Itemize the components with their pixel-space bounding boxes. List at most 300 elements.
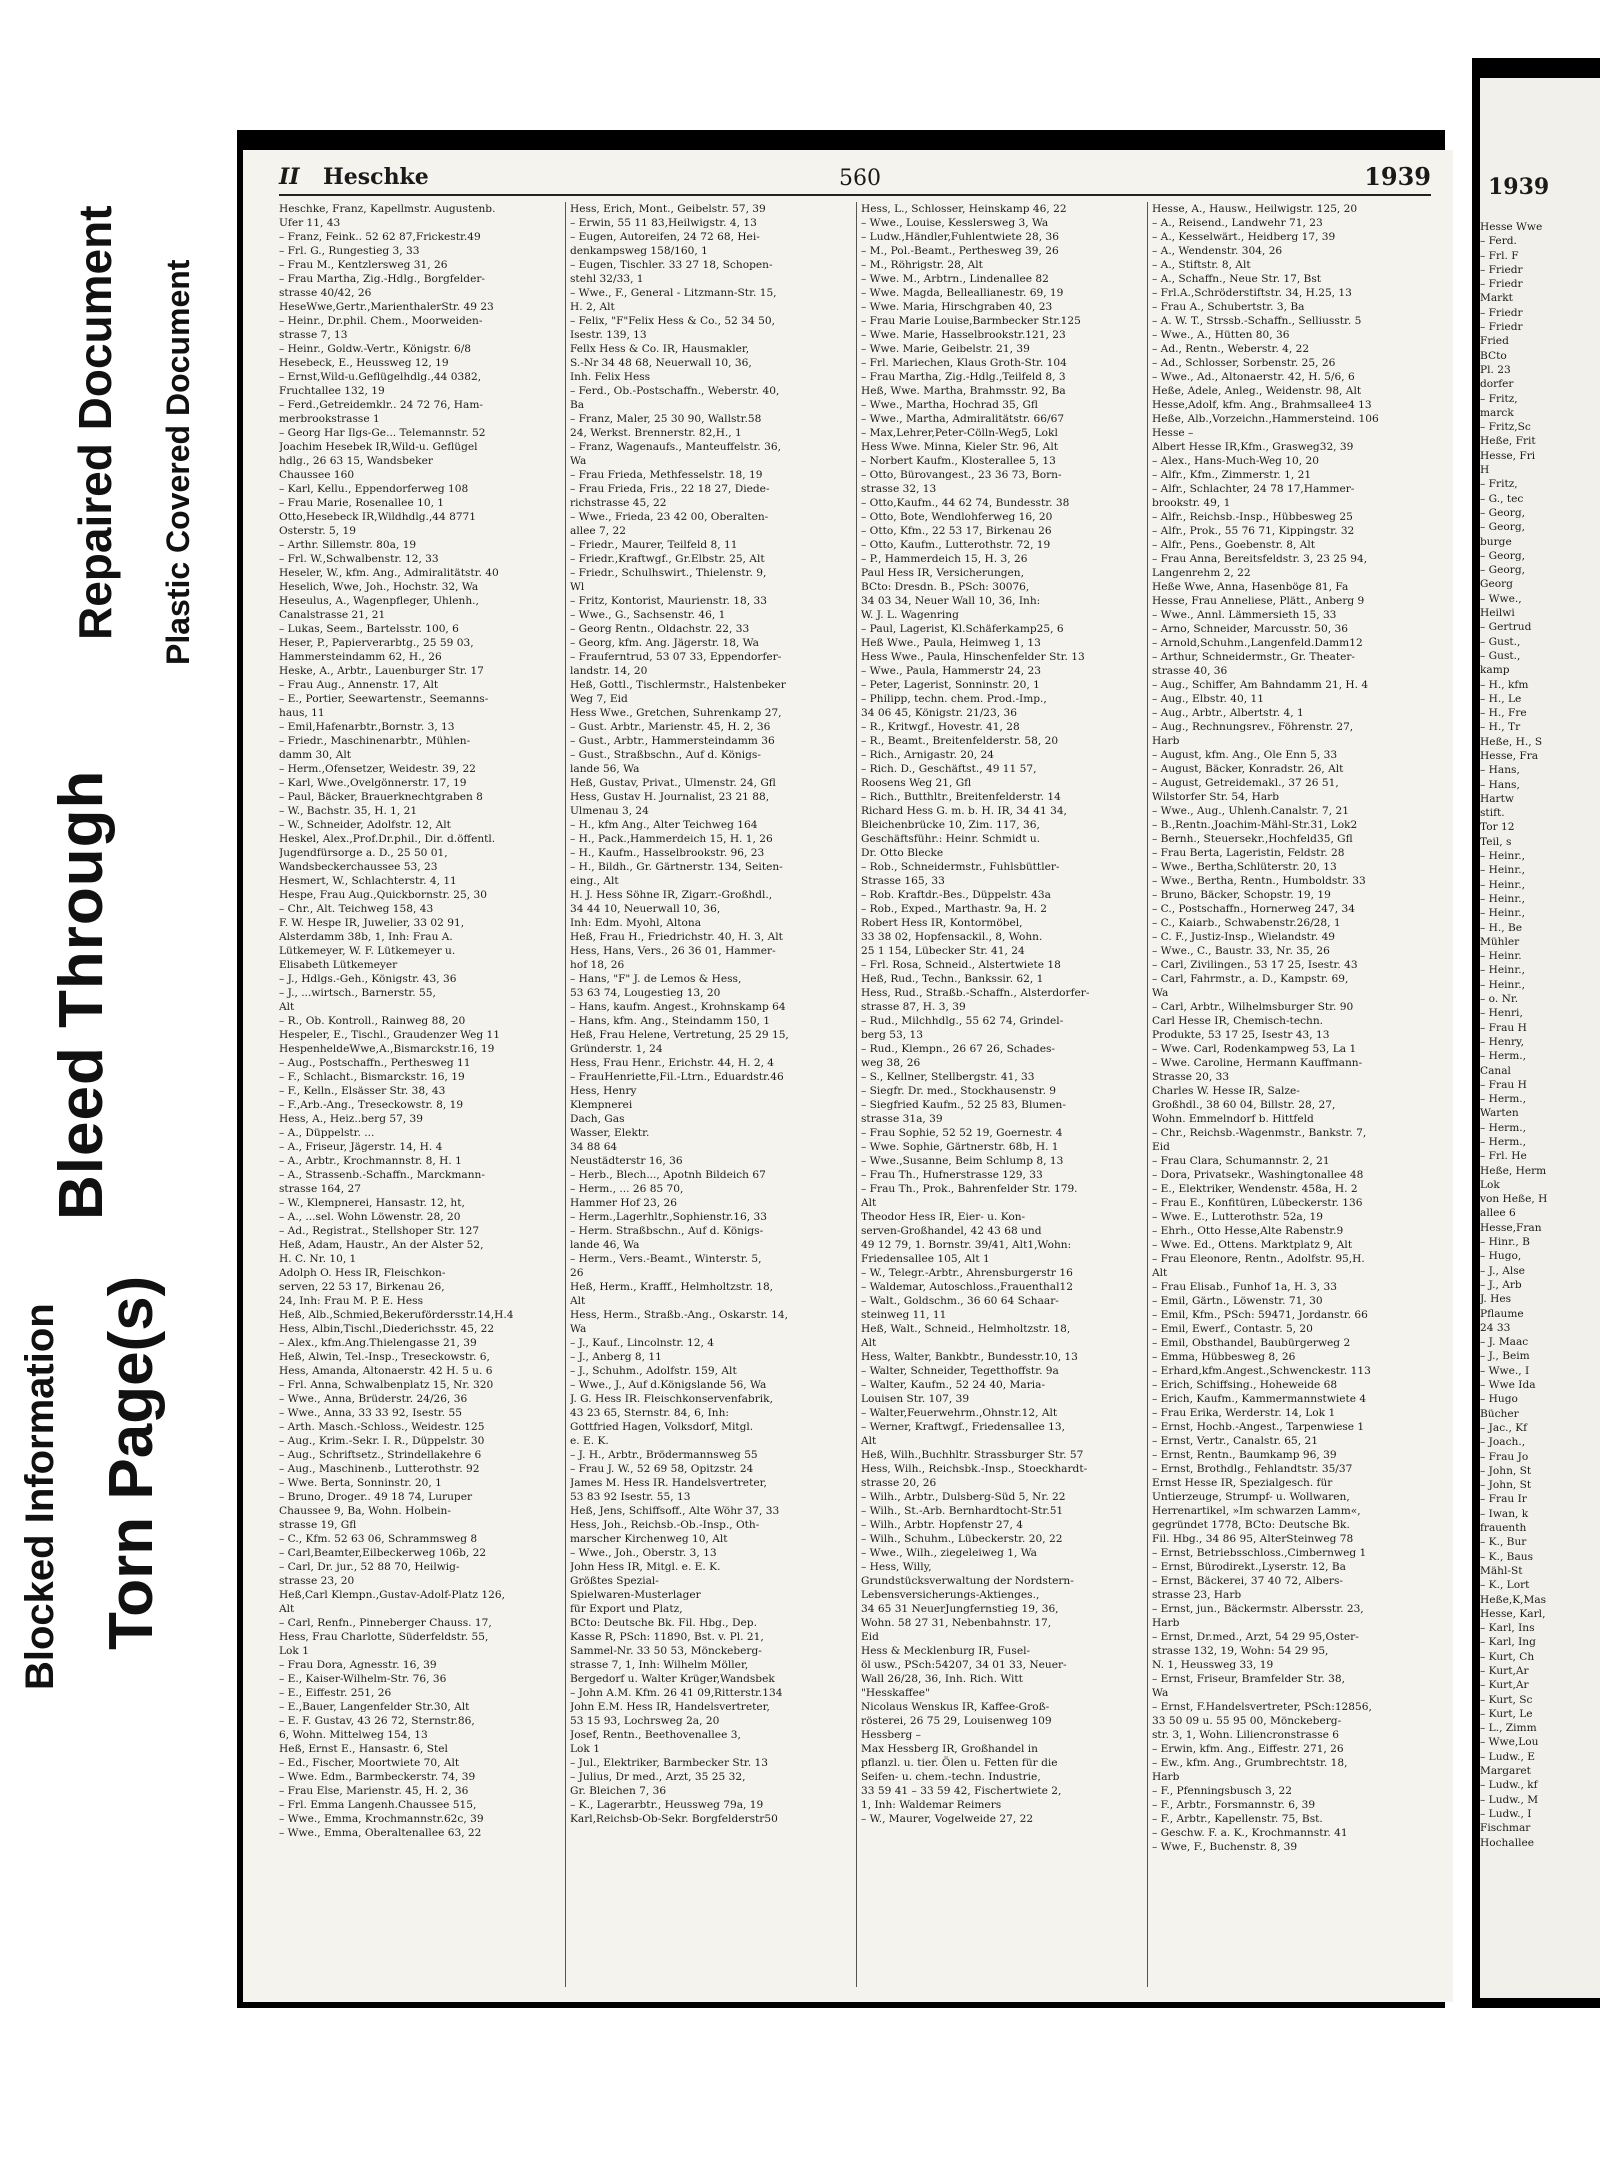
directory-entry: – Wwe., F., General - Litzmann-Str. 15, xyxy=(570,287,777,299)
directory-entry: – Ad., Rentn., Weberstr. 4, 22 xyxy=(1152,343,1310,355)
directory-entry: – John A.M. Kfm. 26 41 09,Ritterstr.134 xyxy=(570,1687,783,1699)
directory-entry: – Bruno, Droger.. 49 18 74, Luruper xyxy=(279,1491,473,1503)
directory-entry: – Eugen, Autoreifen, 24 72 68, Hei- xyxy=(570,231,760,243)
directory-entry: – S., Kellner, Stellbergstr. 41, 33 xyxy=(861,1071,1035,1083)
directory-entry: 43 23 65, Sternstr. 84, 6, Inh: xyxy=(570,1407,729,1419)
directory-entry: – Ferd.,Getreidemklr.. 24 72 76, Ham- xyxy=(279,399,483,411)
directory-entry: – Wwe., Bertha, Rentn., Humboldstr. 33 xyxy=(1152,875,1366,887)
directory-entry: – Wilh., Arbtr., Dulsberg-Süd 5, Nr. 22 xyxy=(861,1491,1066,1503)
directory-entry: – Frau Martha, Zig.-Hdlg.,Teilfeld 8, 3 xyxy=(861,371,1066,383)
directory-entry: – Frau Frieda, Methfesselstr. 18, 19 xyxy=(570,469,763,481)
directory-entry: Wandsbeckerchaussee 53, 23 xyxy=(279,861,438,873)
directory-entry: – R., Ob. Kontroll., Rainweg 88, 20 xyxy=(279,1015,466,1027)
directory-entry: – Aug., Schriftsetz., Strindellakehre 6 xyxy=(279,1449,482,1461)
next-page-line: Fried xyxy=(1480,335,1509,348)
next-page-line: allee 6 xyxy=(1480,1207,1516,1220)
entry-columns xyxy=(279,202,1431,1987)
directory-entry: Heske, A., Arbtr., Lauenburger Str. 17 xyxy=(279,665,484,677)
directory-entry: – Frau Erika, Werderstr. 14, Lok 1 xyxy=(1152,1407,1336,1419)
directory-entry: lande 56, Wa xyxy=(570,763,640,775)
next-page-line: – Frau Ir xyxy=(1480,1493,1527,1506)
next-page-line: – Fritz, xyxy=(1480,392,1518,405)
directory-entry: Wa xyxy=(570,455,587,467)
directory-entry: – Ew., kfm. Ang., Grumbrechtstr. 18, xyxy=(1152,1757,1348,1769)
directory-entry: Heß, Ernst E., Hansastr. 6, Stel xyxy=(279,1743,448,1755)
directory-entry: – Alfr., Kfm., Zimmerstr. 1, 21 xyxy=(1152,469,1312,481)
directory-entry: Richard Hess G. m. b. H. IR, 34 41 34, xyxy=(861,805,1067,817)
next-page-line: – Frl. He xyxy=(1480,1150,1527,1163)
directory-entry: Spielwaren-Musterlager xyxy=(570,1589,701,1601)
next-page-line: J. Hes xyxy=(1480,1293,1512,1306)
condition-labels xyxy=(0,0,240,2177)
directory-entry: – Rich., Arnigastr. 20, 24 xyxy=(861,749,994,761)
directory-entry: – Waldemar, Autoschloss.,Frauenthal12 xyxy=(861,1281,1073,1293)
directory-entry: – Arno, Schneider, Marcusstr. 50, 36 xyxy=(1152,623,1348,635)
directory-entry: gegründet 1778, BCto: Deutsche Bk. xyxy=(1152,1519,1350,1531)
directory-entry: – Wilh., St.-Arb. Bernhardtocht-Str.51 xyxy=(861,1505,1064,1517)
directory-entry: Wa xyxy=(1152,987,1169,999)
directory-entry: Hess, Albin,Tischl.,Diederichsstr. 45, 22 xyxy=(279,1323,495,1335)
directory-entry: 25 1 154, Lübecker Str. 41, 24 xyxy=(861,945,1025,957)
directory-entry: – Herm. Straßbschn., Auf d. Königs- xyxy=(570,1225,764,1237)
directory-entry: – Siegfr. Dr. med., Stockhausenstr. 9 xyxy=(861,1085,1057,1097)
directory-entry: – Philipp, techn. chem. Prod.-Imp., xyxy=(861,693,1047,705)
directory-entry: Inh. Felix Hess xyxy=(570,371,651,383)
directory-entry: Heß, Adam, Haustr., An der Alster 52, xyxy=(279,1239,484,1251)
directory-entry: Canalstrasse 21, 21 xyxy=(279,609,386,621)
directory-entry: – W., Bachstr. 35, H. 1, 21 xyxy=(279,805,418,817)
directory-entry: strasse 164, 27 xyxy=(279,1183,362,1195)
directory-entry: – Geschw. F. a. K., Krochmannstr. 41 xyxy=(1152,1827,1348,1839)
directory-entry: 6, Wohn. Mittelweg 154, 13 xyxy=(279,1729,428,1741)
directory-entry: Elisabeth Lütkemeyer xyxy=(279,959,398,971)
next-page-line: – J., Arb xyxy=(1480,1278,1522,1291)
directory-entry: – A., Arbtr., Krochmannstr. 8, H. 1 xyxy=(279,1155,462,1167)
directory-entry: – Wwe., Anna, 33 33 92, Isestr. 55 xyxy=(279,1407,462,1419)
directory-entry: – Ehrh., Otto Hesse,Alte Rabenstr.9 xyxy=(1152,1225,1344,1237)
next-page-line: – Heinr., xyxy=(1480,864,1526,877)
directory-entry: – Arthur, Schneidermstr., Gr. Theater- xyxy=(1152,651,1356,663)
directory-entry: Chaussee 160 xyxy=(279,469,355,481)
directory-entry: Eid xyxy=(1152,1141,1170,1153)
directory-entry: – Franz, Feink.. 52 62 87,Frickestr.49 xyxy=(279,231,481,243)
directory-entry: – M., Pol.-Beamt., Perthesweg 39, 26 xyxy=(861,245,1059,257)
directory-entry: Geschäftsführ.: Heinr. Schmidt u. xyxy=(861,833,1041,845)
directory-entry: 24, Inh: Frau M. P. E. Hess xyxy=(279,1295,424,1307)
directory-entry: – Emil, Obsthandel, Baubürgerweg 2 xyxy=(1152,1337,1351,1349)
directory-entry: – Otto, Bote, Wendlohferweg 16, 20 xyxy=(861,511,1053,523)
directory-entry: Hammer Hof 23, 26 xyxy=(570,1197,677,1209)
directory-entry: – Alfr., Prok., 55 76 71, Kippingstr. 32 xyxy=(1152,525,1355,537)
directory-entry: – Ernst, Vertr., Canalstr. 65, 21 xyxy=(1152,1435,1318,1447)
directory-entry: – A., Schaffn., Neue Str. 17, Bst xyxy=(1152,273,1322,285)
directory-entry: – Wwe., Martha, Hochrad 35, Gfl xyxy=(861,399,1038,411)
directory-entry: H. 2, Alt xyxy=(570,301,615,313)
directory-entry: – Herb., Blech..., Apotnh Bildeich 67 xyxy=(570,1169,766,1181)
directory-entry: – H., Pack.,Hammerdeich 15, H. 1, 26 xyxy=(570,833,773,845)
next-page-line: Hesse, Fri xyxy=(1480,449,1536,462)
directory-entry: – Aug., Elbstr. 40, 11 xyxy=(1152,693,1264,705)
directory-entry: Hess, Frau Henr., Erichstr. 44, H. 2, 4 xyxy=(570,1057,775,1069)
next-page-line: von Heße, H xyxy=(1480,1193,1548,1206)
directory-entry: – C. F., Justiz-Insp., Wielandstr. 49 xyxy=(1152,931,1336,943)
directory-entry: – Chr., Reichsb.-Wagenmstr., Bankstr. 7, xyxy=(1152,1127,1367,1139)
directory-entry: – Emil, Kfm., PSch: 59471, Jordanstr. 66 xyxy=(1152,1309,1368,1321)
directory-entry: – Ed., Fischer, Moortwiete 70, Alt xyxy=(279,1757,460,1769)
directory-entry: – A., Strassenb.-Schaffn., Marckmann- xyxy=(279,1169,485,1181)
directory-entry: Heße Wwe, Anna, Hasenböge 81, Fa xyxy=(1152,581,1349,593)
next-page-line: – Heinr., xyxy=(1480,907,1526,920)
directory-entry: – Aug., Schiffer, Am Bahndamm 21, H. 4 xyxy=(1152,679,1369,691)
directory-entry: – Wwe., Emma, Krochmannstr.62c, 39 xyxy=(279,1813,484,1825)
next-page-line: – Hugo xyxy=(1480,1393,1518,1406)
directory-entry: strasse 40, 36 xyxy=(1152,665,1228,677)
directory-entry: lande 46, Wa xyxy=(570,1239,640,1251)
directory-entry: – Frau Marie, Rosenallee 10, 1 xyxy=(279,497,445,509)
directory-entry: landstr. 14, 20 xyxy=(570,665,648,677)
directory-entry: Joachim Hesebek IR,Wild-u. Geflügel xyxy=(279,441,478,453)
directory-entry: – Frl. W.,Schwalbenstr. 12, 33 xyxy=(279,553,439,565)
directory-entry: – Frau Elisab., Funhof 1a, H. 3, 33 xyxy=(1152,1281,1337,1293)
directory-entry: – J. H., Arbtr., Brödermannsweg 55 xyxy=(570,1449,758,1461)
directory-entry: – A., Kesselwärt., Heidberg 17, 39 xyxy=(1152,231,1336,243)
directory-entry: – Frau Martha, Zig.-Hdlg., Borgfelder- xyxy=(279,273,485,285)
directory-entry: – Frl. Rosa, Schneid., Alstertwiete 18 xyxy=(861,959,1061,971)
next-page-line: – Gust., xyxy=(1480,649,1521,662)
next-page-line: – H., kfm xyxy=(1480,678,1529,691)
directory-entry: – Ernst, Hochb.-Angest., Tarpenwiese 1 xyxy=(1152,1421,1365,1433)
directory-entry: – Herm.,Ofensetzer, Weidestr. 39, 22 xyxy=(279,763,476,775)
directory-entry: – Heinr., Goldw.-Vertr., Königstr. 6/8 xyxy=(279,343,472,355)
directory-entry: S.-Nr 34 48 68, Neuerwall 10, 36, xyxy=(570,357,752,369)
directory-entry: – August, kfm. Ang., Ole Enn 5, 33 xyxy=(1152,749,1338,761)
next-page-line: Teil, s xyxy=(1480,835,1512,848)
next-page-line: – Heinr., xyxy=(1480,850,1526,863)
column-divider xyxy=(1147,202,1148,1987)
directory-entry: – Wwe. Carl, Rodenkampweg 53, La 1 xyxy=(1152,1043,1357,1055)
next-page-line: Tor 12 xyxy=(1480,821,1515,834)
next-page-line: Georg xyxy=(1480,578,1513,591)
directory-entry: – Emil,Hafenarbtr.,Bornstr. 3, 13 xyxy=(279,721,455,733)
directory-entry: Lok 1 xyxy=(279,1645,309,1657)
directory-entry: Alsterdamm 38b, 1, Inh: Frau A. xyxy=(279,931,453,943)
directory-entry: Alt xyxy=(279,1603,295,1615)
next-page-line: Hochallee xyxy=(1480,1836,1535,1849)
next-page-line: – Hans, xyxy=(1480,778,1520,791)
next-page-line: – Fritz, xyxy=(1480,478,1518,491)
directory-entry: Hess, Amanda, Altonaerstr. 42 H. 5 u. 6 xyxy=(279,1365,493,1377)
directory-entry: weg 38, 26 xyxy=(861,1057,921,1069)
next-page-line: – J., Alse xyxy=(1480,1264,1525,1277)
directory-entry: H. C. Nr. 10, 1 xyxy=(279,1253,357,1265)
directory-entry: Wasser, Elektr. xyxy=(570,1127,650,1139)
next-page-line: – Henry, xyxy=(1480,1035,1525,1048)
directory-entry: – Hess, Willy, xyxy=(861,1561,932,1573)
next-page-line: stift. xyxy=(1480,807,1505,820)
page-header xyxy=(279,160,1431,194)
directory-entry: Wa xyxy=(1152,1687,1169,1699)
directory-entry: strasse 19, Gfl xyxy=(279,1519,357,1531)
next-page-line: frauenth xyxy=(1480,1522,1527,1535)
directory-entry: Hess Wwe., Paula, Hinschenfelder Str. 13 xyxy=(861,651,1085,663)
directory-entry: – Friedr., Schulhswirt., Thielenstr. 9, xyxy=(570,567,767,579)
directory-entry: – Aug., Arbtr., Albertstr. 4, 1 xyxy=(1152,707,1304,719)
directory-entry: Hespeler, E., Tischl., Graudenzer Weg 11 xyxy=(279,1029,501,1041)
directory-entry: – Wilh., Arbtr. Hopfenstr 27, 4 xyxy=(861,1519,1023,1531)
directory-entry: – H., kfm Ang., Alter Teichweg 164 xyxy=(570,819,758,831)
next-page-line: – Heinr., xyxy=(1480,892,1526,905)
directory-entry: – Max,Lehrer,Peter-Cölln-Weg5, Lokl xyxy=(861,427,1058,439)
torn-pages-label: Torn Page(s) xyxy=(97,1275,166,1650)
directory-entry: str. 3, 1, Wohn. Liliencronstrasse 6 xyxy=(1152,1729,1340,1741)
directory-entry: Paul Hess IR, Versicherungen, xyxy=(861,567,1025,579)
directory-entry: pflanzl. u. tier. Ölen u. Fetten für die xyxy=(861,1757,1058,1769)
directory-entry: Heß, Wwe. Martha, Brahmsstr. 92, Ba xyxy=(861,385,1066,397)
next-page-line: – J., Beim xyxy=(1480,1350,1530,1363)
directory-entry: strasse 7, 13 xyxy=(279,329,348,341)
directory-entry: rösterei, 26 75 29, Louisenweg 109 xyxy=(861,1715,1052,1727)
directory-entry: – Wwe., Aug., Uhlenh.Canalstr. 7, 21 xyxy=(1152,805,1350,817)
directory-entry: – J., Hdlgs.-Geh., Königstr. 43, 36 xyxy=(279,973,457,985)
directory-entry: – Siegfried Kaufm., 52 25 83, Blumen- xyxy=(861,1099,1066,1111)
directory-entry: Heß, Rud., Techn., Bankssir. 62, 1 xyxy=(861,973,1044,985)
directory-entry: Hess, L., Schlosser, Heinskamp 46, 22 xyxy=(861,203,1067,215)
directory-entry: – Wwe. Caroline, Hermann Kauffmann- xyxy=(1152,1057,1363,1069)
directory-entry: Harb xyxy=(1152,1617,1180,1629)
next-page-line: – Wwe., xyxy=(1480,592,1522,605)
directory-entry: strasse 132, 19, Wohn: 54 29 95, xyxy=(1152,1645,1329,1657)
next-page-line: – L., Zimm xyxy=(1480,1722,1537,1735)
directory-entry: Alt xyxy=(1152,1267,1168,1279)
directory-entry: – E., Portier, Seewartenstr., Seemanns- xyxy=(279,693,489,705)
column-2 xyxy=(570,202,850,1987)
directory-entry: – Frau Aug., Annenstr. 17, Alt xyxy=(279,679,439,691)
directory-entry: – Wwe. Sophie, Gärtnerstr. 68b, H. 1 xyxy=(861,1141,1059,1153)
next-page-line: – Herm., xyxy=(1480,1093,1527,1106)
directory-entry: – Wwe., Ad., Altonaerstr. 42, H. 5/6, 6 xyxy=(1152,371,1355,383)
section-number: II xyxy=(279,164,300,190)
directory-entry: W. J. L. Wagenring xyxy=(861,609,959,621)
directory-entry: Größtes Spezial- xyxy=(570,1575,659,1587)
directory-entry: Carl Hesse IR, Chemisch-techn. xyxy=(1152,1015,1324,1027)
next-page-line: – Georg, xyxy=(1480,521,1525,534)
directory-entry: 26 xyxy=(570,1267,584,1279)
directory-entry: – Aug., Krim.-Sekr. I. R., Düppelstr. 30 xyxy=(279,1435,485,1447)
next-page-line: – Friedr xyxy=(1480,263,1523,276)
directory-entry: – Aug., Postschaffn., Perthesweg 11 xyxy=(279,1057,471,1069)
directory-entry: Klempnerei xyxy=(570,1099,633,1111)
directory-entry: – Alfr., Reichsb.-Insp., Hübbesweg 25 xyxy=(1152,511,1353,523)
next-page-line: – Heinr., xyxy=(1480,978,1526,991)
directory-entry: – F., Schlacht., Bismarckstr. 16, 19 xyxy=(279,1071,465,1083)
next-page-line: – Friedr xyxy=(1480,306,1523,319)
directory-entry: Alt xyxy=(570,1295,586,1307)
directory-entry: Heß Wwe., Paula, Heimweg 1, 13 xyxy=(861,637,1041,649)
next-page-line: Hesse Wwe xyxy=(1480,221,1543,233)
directory-entry: Hess, Rud., Straßb.-Schaffn., Alsterdorfer- xyxy=(861,987,1090,999)
directory-entry: – Wilh., Schuhm., Lübeckerstr. 20, 22 xyxy=(861,1533,1063,1545)
directory-entry: HeseWwe,Gertr.,MarienthalerStr. 49 23 xyxy=(279,301,494,313)
next-page-line: – Heinr., xyxy=(1480,878,1526,891)
next-page-line: – Jac., Kf xyxy=(1480,1421,1528,1434)
column-4 xyxy=(1152,202,1432,1987)
directory-entry: – K., Lagerarbtr., Heussweg 79a, 19 xyxy=(570,1799,764,1811)
next-page-line: 24 33 xyxy=(1480,1321,1511,1334)
directory-entry: Heß, Frau Helene, Vertretung, 25 29 15, xyxy=(570,1029,789,1041)
directory-entry: – Arth. Masch.-Schloss., Weidestr. 125 xyxy=(279,1421,485,1433)
directory-entry: Bergedorf u. Walter Krüger,Wandsbek xyxy=(570,1673,775,1685)
next-page-line: Hesse, Karl, xyxy=(1480,1607,1546,1620)
directory-entry: allee 7, 22 xyxy=(570,525,626,537)
directory-entry: – Hans, kaufm. Angest., Krohnskamp 64 xyxy=(570,1001,786,1013)
directory-entry: hdlg., 26 63 15, Wandsbeker xyxy=(279,455,433,467)
directory-entry: Heß, Jens, Schiffsoff., Alte Wöhr 37, 33 xyxy=(570,1505,780,1517)
next-page-line: – Hinr., B xyxy=(1480,1236,1530,1249)
directory-entry: – Georg, kfm. Ang. Jägerstr. 18, Wa xyxy=(570,637,759,649)
next-page-line: burge xyxy=(1480,535,1512,548)
directory-entry: Strasse 165, 33 xyxy=(861,875,945,887)
directory-entry: Grundstücksverwaltung der Nordstern- xyxy=(861,1575,1074,1587)
directory-entry: – Arnold,Schuhm.,Langenfeld.Damm12 xyxy=(1152,637,1363,649)
directory-entry: Weg 7, Eid xyxy=(570,693,628,705)
directory-entry: – Herm., ... 26 85 70, xyxy=(570,1183,684,1195)
directory-entry: – Walter, Schneider, Tegetthoffstr. 9a xyxy=(861,1365,1059,1377)
column-3 xyxy=(861,202,1141,1987)
directory-entry: Lok 1 xyxy=(570,1743,600,1755)
directory-entry: Fil. Hbg., 34 86 95, AlterSteinweg 78 xyxy=(1152,1533,1354,1545)
directory-entry: Wall 26/28, 36, Inh. Rich. Witt xyxy=(861,1673,1023,1685)
directory-entry: – Frau M., Kentzlersweg 31, 26 xyxy=(279,259,448,271)
directory-entry: 34 88 64 xyxy=(570,1141,618,1153)
directory-entry: – Wwe. Ed., Ottens. Marktplatz 9, Alt xyxy=(1152,1239,1353,1251)
directory-entry: – Frl. G., Rungestieg 3, 33 xyxy=(279,245,420,257)
directory-entry: Heß, Walt., Schneid., Helmholtzstr. 18, xyxy=(861,1323,1071,1335)
next-page-line: Pflaume xyxy=(1480,1307,1524,1320)
directory-entry: – Wwe. Marie, Geibelstr. 21, 39 xyxy=(861,343,1030,355)
directory-entry: – Ernst, Dr.med., Arzt, 54 29 95,Oster- xyxy=(1152,1631,1359,1643)
next-page-year: 1939 xyxy=(1488,174,1550,200)
directory-entry: richstrasse 45, 22 xyxy=(570,497,667,509)
next-page-line: – Wwe,Lou xyxy=(1480,1736,1539,1749)
directory-entry: – R., Beamt., Breitenfelderstr. 58, 20 xyxy=(861,735,1059,747)
directory-entry: Albert Hesse IR,Kfm., Grasweg32, 39 xyxy=(1152,441,1354,453)
next-page-line: – Ludw., kf xyxy=(1480,1779,1538,1792)
directory-entry: John E.M. Hess IR, Handelsvertreter, xyxy=(570,1701,770,1713)
directory-entry: – Paul, Lagerist, Kl.Schäferkamp25, 6 xyxy=(861,623,1064,635)
directory-entry: – Wwe. E., Lutterothstr. 52a, 19 xyxy=(1152,1211,1323,1223)
directory-entry: Fruchtallee 132, 19 xyxy=(279,385,385,397)
next-page-line: – Hugo, xyxy=(1480,1250,1522,1263)
directory-entry: Dr. Otto Blecke xyxy=(861,847,944,859)
directory-entry: – Georg Har Ilgs-Ge... Telemannstr. 52 xyxy=(279,427,486,439)
directory-entry: Hespe, Frau Aug.,Quickbornstr. 25, 30 xyxy=(279,889,487,901)
directory-entry: Alt xyxy=(279,1001,295,1013)
directory-entry: Lütkemeyer, W. F. Lütkemeyer u. xyxy=(279,945,456,957)
next-page-line: Fischmar xyxy=(1480,1822,1531,1835)
directory-entry: James M. Hess IR. Handelsvertreter, xyxy=(570,1477,767,1489)
directory-entry: – Emil, Ewerf., Contastr. 5, 20 xyxy=(1152,1323,1313,1335)
directory-entry: – Carl, Fahrmstr., a. D., Kampstr. 69, xyxy=(1152,973,1349,985)
directory-entry: BCto: Dresdn. B., PSch: 30076, xyxy=(861,581,1030,593)
directory-entry: – Julius, Dr med., Arzt, 35 25 32, xyxy=(570,1771,746,1783)
directory-entry: – Herm.,Lagerhltr.,Sophienstr.16, 33 xyxy=(570,1211,767,1223)
directory-entry: – Eugen, Tischler. 33 27 18, Schopen- xyxy=(570,259,773,271)
next-page-line: – Kurt, Ch xyxy=(1480,1650,1535,1663)
directory-entry: Hess Wwe., Gretchen, Suhrenkamp 27, xyxy=(570,707,782,719)
directory-entry: – J., Anberg 8, 11 xyxy=(570,1351,662,1363)
next-page-line: – Georg, xyxy=(1480,506,1525,519)
directory-entry: Hess, Wilh., Reichsbk.-Insp., Stoeckhardt- xyxy=(861,1463,1088,1475)
directory-entry: für Export und Platz, xyxy=(570,1603,683,1615)
directory-entry: – Frau Clara, Schumannstr. 2, 21 xyxy=(1152,1155,1330,1167)
directory-entry: strasse 32, 13 xyxy=(861,483,937,495)
directory-entry: Hesse,Adolf, kfm. Ang., Brahmsallee4 13 xyxy=(1152,399,1372,411)
next-page-line: – H., Tr xyxy=(1480,721,1521,734)
directory-entry: strasse 40/42, 26 xyxy=(279,287,372,299)
next-page-line: Pl. 23 xyxy=(1480,363,1511,376)
directory-entry: Heße, Adele, Anleg., Weidenstr. 98, Alt xyxy=(1152,385,1362,397)
directory-entry: – H., Bildh., Gr. Gärtnerstr. 134, Seiten- xyxy=(570,861,783,873)
directory-entry: – Rud., Milchhdlg., 55 62 74, Grindel- xyxy=(861,1015,1064,1027)
directory-entry: – Otto, Kfm., 22 53 17, Birkenau 26 xyxy=(861,525,1052,537)
directory-entry: – R., Kritwgf., Hovestr. 41, 28 xyxy=(861,721,1020,733)
directory-entry: – Peter, Lagerist, Sonninstr. 20, 1 xyxy=(861,679,1040,691)
next-page-line: Bücher xyxy=(1480,1407,1519,1420)
column-1 xyxy=(279,202,559,1987)
directory-entry: – E. F. Gustav, 43 26 72, Sternstr.86, xyxy=(279,1715,475,1727)
directory-entry: strasse 87, H. 3, 39 xyxy=(861,1001,966,1013)
directory-entry: – Werner, Kraftwgf., Friedensallee 13, xyxy=(861,1421,1065,1433)
next-page-line: – Frl. F xyxy=(1480,249,1519,262)
directory-entry: Heß, Herm., Krafff., Helmholtzstr. 18, xyxy=(570,1281,774,1293)
header-rule xyxy=(279,194,1431,196)
directory-entry: – Wwe. M., Arbtrn., Lindenallee 82 xyxy=(861,273,1049,285)
directory-entry: strasse 20, 26 xyxy=(861,1477,937,1489)
directory-entry: Hess, Walter, Bankbtr., Bundesstr.10, 13 xyxy=(861,1351,1078,1363)
directory-entry: – Frau Th., Prok., Bahrenfelder Str. 179. xyxy=(861,1183,1078,1195)
directory-entry: – Wwe.,Susanne, Beim Schlump 8, 13 xyxy=(861,1155,1064,1167)
directory-entry: Alt xyxy=(861,1197,877,1209)
directory-entry: strasse 7, 1, Inh: Wilhelm Möller, xyxy=(570,1659,749,1671)
next-page-line: – Karl, Ing xyxy=(1480,1636,1536,1649)
directory-entry: 34 03 34, Neuer Wall 10, 36, Inh: xyxy=(861,595,1041,607)
page-number: 560 xyxy=(839,166,881,191)
directory-entry: Hess, Henry xyxy=(570,1085,637,1097)
directory-entry: – Carl,Beamter,Eilbeckerweg 106b, 22 xyxy=(279,1547,487,1559)
directory-entry: eing., Alt xyxy=(570,875,619,887)
directory-entry: – E., Elektriker, Wendenstr. 458a, H. 2 xyxy=(1152,1183,1358,1195)
directory-entry: Gottfried Hagen, Volksdorf, Mitgl. xyxy=(570,1421,754,1433)
directory-entry: – Rob., Exped., Marthastr. 9a, H. 2 xyxy=(861,903,1048,915)
directory-entry: Otto,Hesebeck IR,Wildhdlg.,44 8771 xyxy=(279,511,477,523)
next-page-line: – Kurt,Ar xyxy=(1480,1679,1529,1692)
next-page-line: – Herm., xyxy=(1480,1050,1527,1063)
directory-entry: – Wwe., Annl. Lämmersieth 15, 33 xyxy=(1152,609,1337,621)
directory-entry: HespenheldeWwe,A.,Bismarckstr.16, 19 xyxy=(279,1043,495,1055)
directory-entry: 34 65 31 NeuerJungfernstieg 19, 36, xyxy=(861,1603,1059,1615)
directory-entry: Eid xyxy=(861,1631,879,1643)
directory-entry: – Ernst,Wild-u.Geflügelhdlg.,44 0382, xyxy=(279,371,482,383)
next-page-line: – Fritz,Sc xyxy=(1480,421,1531,434)
directory-entry: – Wwe., Anna, Brüderstr. 24/26, 36 xyxy=(279,1393,468,1405)
directory-entry: Hesse, A., Hausw., Heilwigstr. 125, 20 xyxy=(1152,203,1358,215)
next-page-line: Heilwi xyxy=(1480,607,1515,620)
directory-entry: – Frau J. W., 52 69 58, Opitzstr. 24 xyxy=(570,1463,754,1475)
directory-entry: Herrenartikel, »Im schwarzen Lamm«, xyxy=(1152,1505,1361,1517)
directory-entry: Alt xyxy=(861,1337,877,1349)
directory-entry: Wl xyxy=(570,581,585,593)
directory-entry: – Aug., Rechnungsrev., Föhrenstr. 27, xyxy=(1152,721,1354,733)
